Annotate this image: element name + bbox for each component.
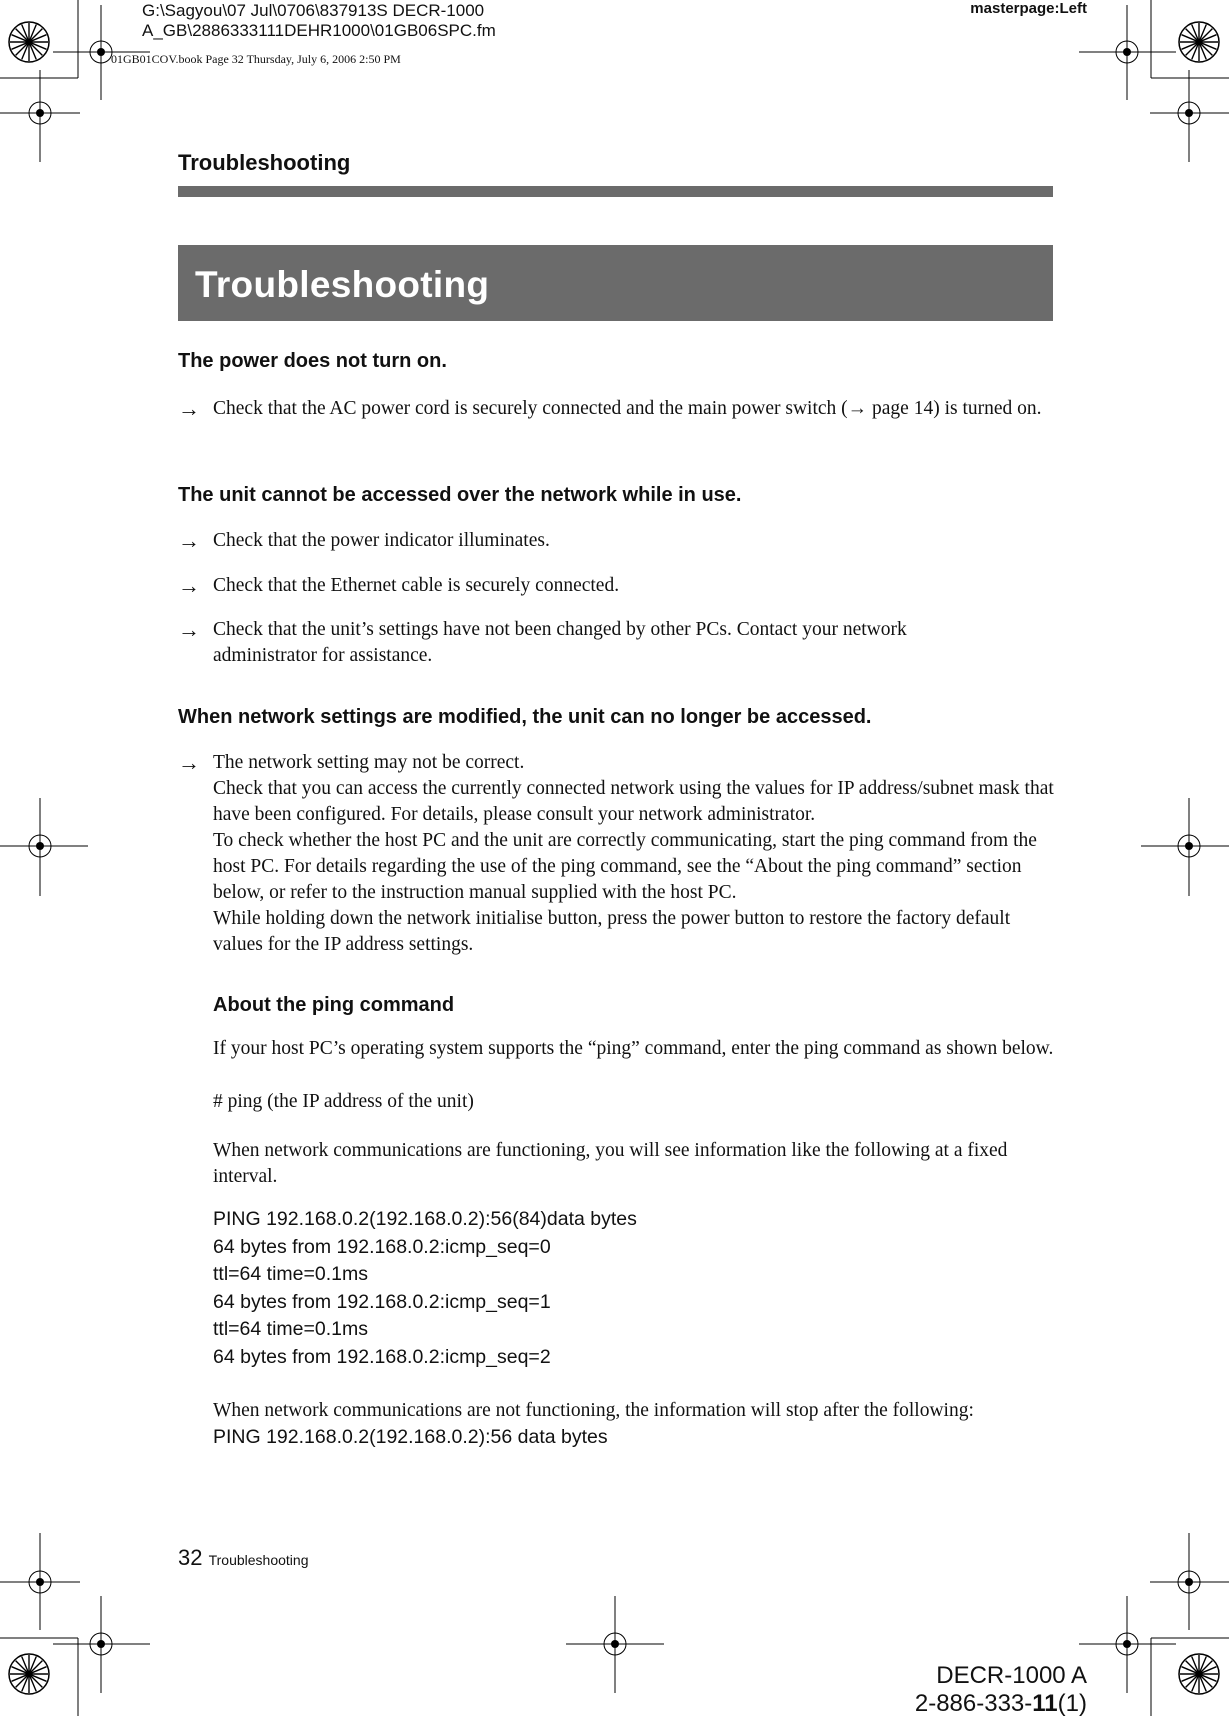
book-info: 01GB01COV.book Page 32 Thursday, July 6, 2006 2:50 PM [111, 52, 401, 66]
ping-stop-line: PING 192.168.0.2(192.168.0.2):56 data bytes [213, 1426, 608, 1448]
arrow-icon: → [178, 573, 200, 598]
ping-output-line: ttl=64 time=0.1ms [213, 1263, 368, 1285]
part-number [915, 1690, 1087, 1718]
arrow-icon: → [178, 617, 200, 642]
ping-output-line: 64 bytes from 192.168.0.2:icmp_seq=0 [213, 1235, 551, 1258]
page-title: Troubleshooting [195, 264, 490, 305]
file-path-line-2: A_GB\2886333111DEHR1000\01GB06SPC.fm [142, 21, 496, 40]
item-network-1: Check that the power indicator illuminates. [213, 530, 550, 551]
section-header: Troubleshooting [178, 150, 351, 175]
heading-power: The power does not turn on. [178, 350, 447, 372]
model-code: DECR-1000 A [936, 1662, 1087, 1689]
section-rule [178, 186, 1053, 197]
file-path-line-1: G:\Sagyou\07 Jul\0706\837913S DECR-1000 [142, 1, 485, 20]
ping-functioning-text: When network communications are functioning, you will see information like the following at a fixed interval. [213, 1140, 1008, 1187]
ping-not-functioning-text: When network communications are not functioning, the information will stop after the following: [213, 1400, 974, 1421]
ping-output-line: ttl=64 time=0.1ms [213, 1318, 368, 1340]
heading-network-access: The unit cannot be accessed over the network while in use. [178, 484, 742, 506]
footer-page [178, 1545, 309, 1571]
arrow-icon: → [178, 396, 200, 421]
page-number: 32 [178, 1545, 203, 1570]
ping-output-line: PING 192.168.0.2(192.168.0.2):56(84)data bytes [213, 1208, 637, 1230]
item-settings-1: The network setting may not be correct. [213, 752, 525, 773]
arrow-icon: → [178, 750, 200, 775]
detail-settings-2: To check whether the host PC and the unit are correctly communicating, start the ping command from the host PC. For details regarding the use of the ping command, see the “About the ping command” section below, or refer to the instruction manual supplied with the host PC. [213, 830, 1037, 903]
ping-command: # ping (the IP address of the unit) [213, 1091, 474, 1112]
ping-output-line: 64 bytes from 192.168.0.2:icmp_seq=2 [213, 1345, 551, 1368]
item-power-1: Check that the AC power cord is securely connected and the main power switch (→ page 14) is turned on. [213, 398, 1042, 419]
footer-section: Troubleshooting [208, 1552, 309, 1568]
part-number-prefix: 2-886-333- [914, 1690, 1033, 1717]
ping-intro: If your host PC’s operating system supports the “ping” command, enter the ping command as shown below. [213, 1038, 1054, 1059]
part-number-suffix: (1) [1057, 1690, 1087, 1717]
arrow-icon: → [178, 528, 200, 553]
part-number-bold: 11 [1032, 1690, 1058, 1717]
item-network-2: Check that the Ethernet cable is securely connected. [213, 575, 620, 596]
detail-settings-3: While holding down the network initialise button, press the power button to restore the factory default values for the IP address settings. [213, 908, 1011, 955]
ping-output [213, 1206, 1055, 1371]
ping-output-line: 64 bytes from 192.168.0.2:icmp_seq=1 [213, 1290, 551, 1313]
detail-settings-1: Check that you can access the currently connected network using the values for IP address/subnet mask that have been configured. For details, please consult your network administrator. [213, 778, 1054, 825]
heading-ping: About the ping command [213, 994, 455, 1016]
item-network-3: Check that the unit’s settings have not been changed by other PCs. Contact your network administrator for assistance. [213, 619, 907, 666]
masterpage-label: masterpage:Left [970, 0, 1087, 17]
heading-settings-modified: When network settings are modified, the unit can no longer be accessed. [178, 706, 872, 728]
